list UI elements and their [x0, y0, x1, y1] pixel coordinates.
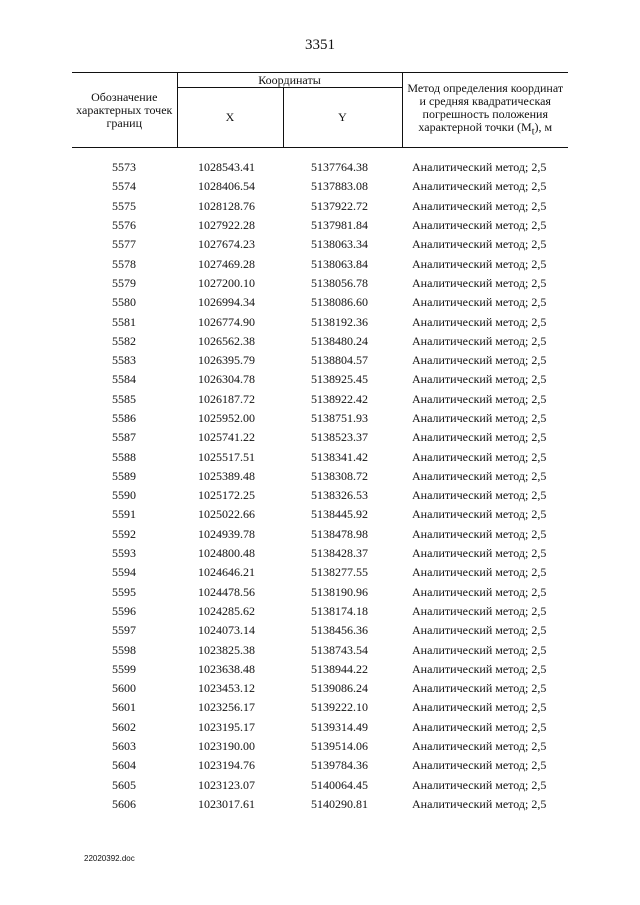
point-cell: 5600: [112, 681, 136, 696]
point-cell: 5604: [112, 758, 136, 773]
y-cell: 5139086.24: [311, 681, 368, 696]
x-cell: 1026187.72: [198, 391, 255, 406]
method-cell: Аналитический метод; 2,5: [412, 218, 547, 233]
x-cell: 1025389.48: [198, 468, 255, 483]
x-cell: 1024800.48: [198, 546, 255, 561]
point-cell: 5596: [112, 603, 136, 618]
table-row: [72, 197, 568, 216]
point-cell: 5594: [112, 565, 136, 580]
y-cell: 5138925.45: [311, 372, 368, 387]
y-cell: 5139222.10: [311, 700, 368, 715]
x-cell: 1025952.00: [198, 411, 255, 425]
x-cell: 1023190.00: [198, 739, 255, 754]
method-cell: Аналитический метод; 2,5: [412, 372, 547, 387]
document-filename: 22020392.doc: [84, 854, 135, 863]
point-cell: 5603: [112, 739, 136, 754]
point-cell: 5599: [112, 661, 136, 676]
point-cell: 5583: [112, 353, 136, 368]
method-cell: Аналитический метод; 2,5: [412, 565, 547, 580]
table-row: [72, 544, 568, 563]
header-method-subscript: t: [531, 126, 535, 138]
y-cell: 5140064.45: [311, 777, 368, 792]
y-cell: 5138445.92: [311, 507, 368, 522]
y-cell: 5138341.42: [311, 449, 368, 464]
method-cell: Аналитический метод; 2,5: [412, 256, 547, 271]
table-row: [72, 660, 568, 679]
x-cell: 1024285.62: [198, 603, 255, 618]
y-cell: 5138056.78: [311, 275, 368, 290]
y-cell: 5138456.36: [311, 623, 368, 638]
table-row: [72, 467, 568, 486]
method-cell: Аналитический метод; 2,5: [412, 777, 547, 792]
table-row: [72, 679, 568, 698]
point-cell: 5590: [112, 488, 136, 503]
y-cell: 5138190.96: [311, 584, 368, 599]
table-row: [72, 602, 568, 621]
x-cell: 1026395.79: [198, 353, 255, 368]
table-row: [72, 351, 568, 370]
point-cell: 5593: [112, 546, 136, 561]
table-row: [72, 563, 568, 582]
x-cell: 1023825.38: [198, 642, 255, 657]
header-method: [402, 73, 568, 148]
table-row: [72, 370, 568, 389]
point-cell: 5597: [112, 623, 136, 638]
method-cell: Аналитический метод; 2,5: [412, 295, 547, 310]
table-row: [72, 428, 568, 447]
point-cell: 5581: [112, 314, 136, 329]
table-row: [72, 718, 568, 737]
point-cell: 5592: [112, 526, 136, 541]
method-cell: Аналитический метод; 2,5: [412, 507, 547, 522]
point-cell: 5601: [112, 700, 136, 715]
y-cell: 5137922.72: [311, 198, 368, 213]
x-cell: 1023194.76: [198, 758, 255, 773]
method-cell: Аналитический метод; 2,5: [412, 411, 547, 425]
method-cell: Аналитический метод; 2,5: [412, 603, 547, 618]
table-row: [72, 274, 568, 293]
x-cell: 1028128.76: [198, 198, 255, 213]
point-cell: 5585: [112, 391, 136, 406]
point-cell: 5574: [112, 179, 136, 194]
table-row: [72, 525, 568, 544]
table-header: [72, 73, 568, 148]
y-cell: 5137981.84: [311, 218, 368, 233]
table-row: [72, 312, 568, 331]
method-cell: Аналитический метод; 2,5: [412, 584, 547, 599]
point-cell: 5584: [112, 372, 136, 387]
point-cell: 5580: [112, 295, 136, 310]
method-cell: Аналитический метод; 2,5: [412, 353, 547, 368]
page-number: 3351: [305, 37, 335, 53]
x-cell: 1024646.21: [198, 565, 255, 580]
point-cell: 5577: [112, 237, 136, 252]
method-cell: Аналитический метод; 2,5: [412, 719, 547, 734]
method-cell: Аналитический метод; 2,5: [412, 237, 547, 252]
x-cell: 1025517.51: [198, 449, 255, 464]
x-cell: 1026774.90: [198, 314, 255, 329]
y-cell: 5138086.60: [311, 295, 368, 310]
method-cell: Аналитический метод; 2,5: [412, 796, 547, 811]
point-cell: 5586: [112, 411, 136, 425]
x-cell: 1026994.34: [198, 295, 255, 310]
header-method-text: Метод определения координат и средняя квадратическая погрешность положения характерной точки (M: [407, 80, 564, 134]
method-cell: Аналитический метод; 2,5: [412, 391, 547, 406]
table-row: [72, 505, 568, 524]
x-cell: 1023453.12: [198, 681, 255, 696]
method-cell: Аналитический метод; 2,5: [412, 314, 547, 329]
method-cell: Аналитический метод; 2,5: [412, 179, 547, 194]
method-cell: Аналитический метод; 2,5: [412, 488, 547, 503]
y-cell: 5139514.06: [311, 739, 368, 754]
method-cell: Аналитический метод; 2,5: [412, 546, 547, 561]
y-cell: 5138063.84: [311, 256, 368, 271]
x-cell: 1027200.10: [198, 275, 255, 290]
point-cell: 5591: [112, 507, 136, 522]
y-cell: 5138192.36: [311, 314, 368, 329]
table-row: [72, 447, 568, 466]
x-cell: 1024939.78: [198, 526, 255, 541]
x-cell: 1026304.78: [198, 372, 255, 387]
header-y: Y: [283, 88, 402, 148]
header-point-designation: Обозначение характерных точек границ: [72, 73, 177, 148]
x-cell: 1024478.56: [198, 584, 255, 599]
y-cell: 5139784.36: [311, 758, 368, 773]
point-cell: 5579: [112, 275, 136, 290]
table-row: [72, 177, 568, 196]
y-cell: 5138743.54: [311, 642, 368, 657]
point-cell: 5605: [112, 777, 136, 792]
y-cell: 5138428.37: [311, 546, 368, 561]
y-cell: 5138751.93: [311, 411, 368, 425]
x-cell: 1023017.61: [198, 796, 255, 811]
method-cell: Аналитический метод; 2,5: [412, 739, 547, 754]
method-cell: Аналитический метод; 2,5: [412, 160, 547, 175]
table-row: [72, 583, 568, 602]
y-cell: 5137764.38: [311, 160, 368, 175]
table-row: [72, 254, 568, 273]
method-cell: Аналитический метод; 2,5: [412, 758, 547, 773]
point-cell: 5582: [112, 333, 136, 348]
x-cell: 1027469.28: [198, 256, 255, 271]
point-cell: 5602: [112, 719, 136, 734]
table-body: [72, 148, 568, 815]
x-cell: 1023123.07: [198, 777, 255, 792]
header-coordinates: Координаты: [177, 73, 402, 88]
point-cell: 5606: [112, 796, 136, 811]
x-cell: 1028406.54: [198, 179, 255, 194]
y-cell: 5138478.98: [311, 526, 368, 541]
point-cell: 5578: [112, 256, 136, 271]
method-cell: Аналитический метод; 2,5: [412, 642, 547, 657]
y-cell: 5138480.24: [311, 333, 368, 348]
y-cell: 5138944.22: [311, 661, 368, 676]
y-cell: 5138804.57: [311, 353, 368, 368]
table-row: [72, 486, 568, 505]
method-cell: Аналитический метод; 2,5: [412, 430, 547, 445]
point-cell: 5588: [112, 449, 136, 464]
table-row: [72, 235, 568, 254]
table-row: [72, 293, 568, 312]
header-method-suffix: ), м: [534, 119, 553, 134]
point-cell: 5573: [112, 160, 136, 175]
y-cell: 5139314.49: [311, 719, 368, 734]
x-cell: 1025172.25: [198, 488, 255, 503]
y-cell: 5138063.34: [311, 237, 368, 252]
table-row: [72, 216, 568, 235]
table-row: [72, 640, 568, 659]
method-cell: Аналитический метод; 2,5: [412, 468, 547, 483]
x-cell: 1028543.41: [198, 160, 255, 175]
y-cell: 5137883.08: [311, 179, 368, 194]
method-cell: Аналитический метод; 2,5: [412, 333, 547, 348]
y-cell: 5140290.81: [311, 796, 368, 811]
method-cell: Аналитический метод; 2,5: [412, 661, 547, 676]
method-cell: Аналитический метод; 2,5: [412, 623, 547, 638]
x-cell: 1023195.17: [198, 719, 255, 734]
x-cell: 1024073.14: [198, 623, 255, 638]
coordinates-table: [72, 72, 568, 814]
table-row: [72, 737, 568, 756]
method-cell: Аналитический метод; 2,5: [412, 700, 547, 715]
table-row: [72, 158, 568, 177]
method-cell: Аналитический метод; 2,5: [412, 526, 547, 541]
table-row: [72, 409, 568, 428]
table-row: [72, 621, 568, 640]
x-cell: 1023256.17: [198, 700, 255, 715]
point-cell: 5587: [112, 430, 136, 445]
y-cell: 5138308.72: [311, 468, 368, 483]
method-cell: Аналитический метод; 2,5: [412, 198, 547, 213]
y-cell: 5138523.37: [311, 430, 368, 445]
point-cell: 5576: [112, 218, 136, 233]
table-row: [72, 698, 568, 717]
x-cell: 1027922.28: [198, 218, 255, 233]
point-cell: 5598: [112, 642, 136, 657]
y-cell: 5138277.55: [311, 565, 368, 580]
y-cell: 5138922.42: [311, 391, 368, 406]
table-row: [72, 756, 568, 775]
x-cell: 1027674.23: [198, 237, 255, 252]
header-x: X: [177, 88, 283, 148]
point-cell: 5595: [112, 584, 136, 599]
method-cell: Аналитический метод; 2,5: [412, 449, 547, 464]
table-row: [72, 795, 568, 814]
table-row: [72, 332, 568, 351]
method-cell: Аналитический метод; 2,5: [412, 681, 547, 696]
y-cell: 5138326.53: [311, 488, 368, 503]
table-row: [72, 776, 568, 795]
table-row: [72, 390, 568, 409]
x-cell: 1025741.22: [198, 430, 255, 445]
x-cell: 1026562.38: [198, 333, 255, 348]
point-cell: 5589: [112, 468, 136, 483]
point-cell: 5575: [112, 198, 136, 213]
x-cell: 1025022.66: [198, 507, 255, 522]
method-cell: Аналитический метод; 2,5: [412, 275, 547, 290]
y-cell: 5138174.18: [311, 603, 368, 618]
x-cell: 1023638.48: [198, 661, 255, 676]
